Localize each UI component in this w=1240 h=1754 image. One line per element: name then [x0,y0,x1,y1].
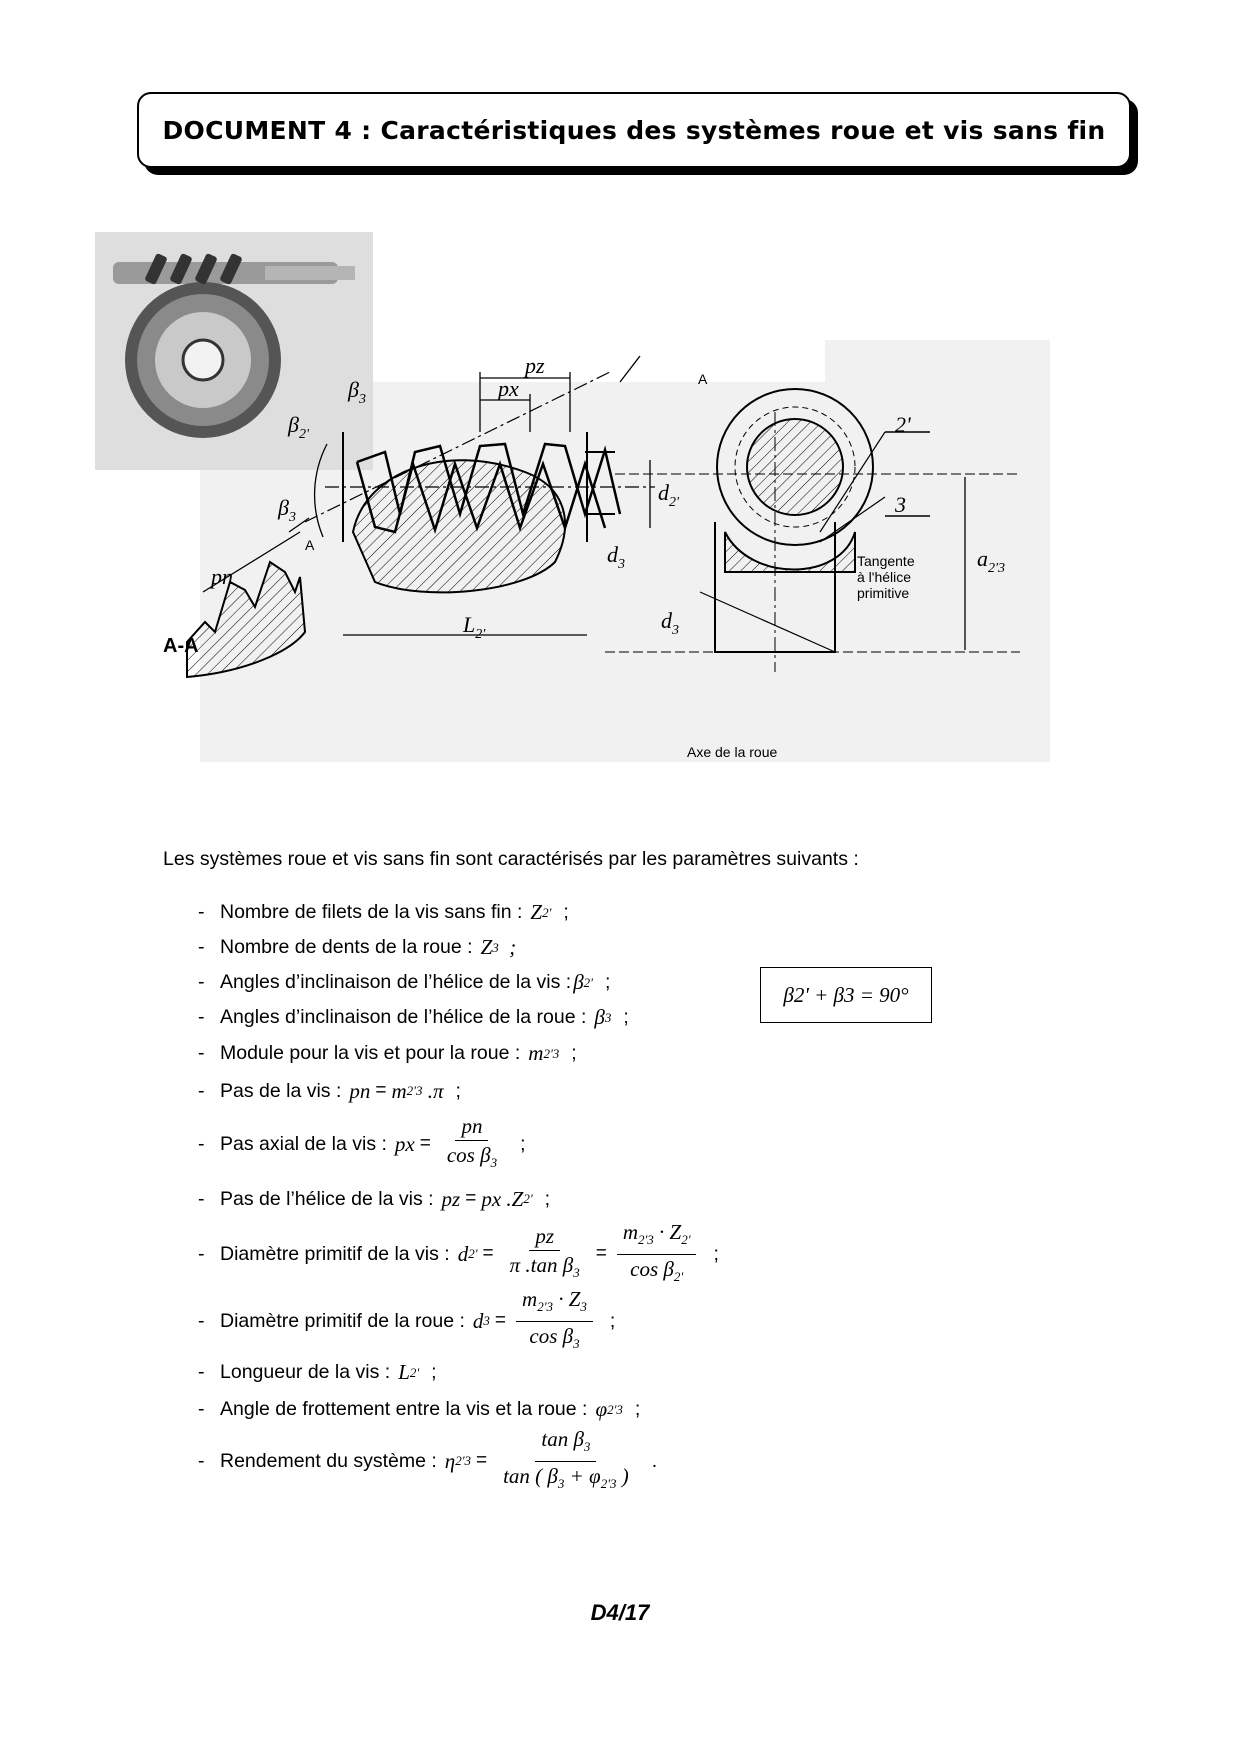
page-number: D4/17 [590,1600,650,1625]
list-item: - Longueur de la vis : L 2' ; [198,1360,437,1384]
label-beta2: $\beta_{2'}$ [288,412,309,442]
tangent-line-2: à l'hélice [857,569,912,585]
list-item: - Module pour la vis et pour la roue : m 2'3 ; [198,1041,577,1065]
list-item: - Nombre de filets de la vis sans fin : Z 2' ; [198,900,569,924]
worm-gear-drawing [95,232,1095,772]
label-pn: pn [211,564,233,589]
list-item: - Angles d’inclinaison de l’hélice de la vis : β 2' ; [198,970,611,994]
label-mark-3: 3 [895,492,906,517]
list-item: - Pas axial de la vis : px = $\frac{pn}{\cos \beta_3}$ ; [198,1113,526,1170]
list-item: - Diamètre primitif de la roue : d 3 = $\frac{m_{2'3} \cdot Z_3}{\cos \beta_3}$ ; [198,1286,616,1351]
parameter-list [198,895,719,1494]
list-item: - Nombre de dents de la roue : Z 3 ; [198,935,517,959]
list-item: - Diamètre primitif de la vis : d 2' = $\frac{pz}{\pi .\tan \beta_3}$ = $\frac{m_{2'3} \cdot Z_{2'}}{\cos \beta_{2'}}$ ; [198,1219,719,1284]
angle-relation: β2' + β3 = 90° [783,982,909,1007]
list-item: - Pas de l’hélice de la vis : pz = px .Z 2' ; [198,1186,551,1211]
label-px: px [498,376,519,401]
label-axe-roue: Axe de la roue [687,744,778,760]
label-A-bottom: A [305,537,315,553]
label-beta3-top: $\beta_3$ [348,377,366,407]
list-item: - Angle de frottement entre la vis et la roue : φ 2'3 ; [198,1397,641,1421]
document-title-box [137,92,1131,168]
worm-gear-photo [95,232,373,470]
label-A-top: A [698,371,708,387]
label-L2: $L_{2'}$ [463,612,486,642]
document-title: DOCUMENT 4 : Caractéristiques des systèmes roue et vis sans fin [162,115,1106,145]
label-d3-top: $d_3$ [607,542,625,572]
tangent-line-3: primitive [857,585,910,601]
label-d2: $d_{2'}$ [658,480,679,510]
list-item: - Rendement du système : η 2'3 = $\frac{\tan \beta_3}{\tan ( \beta_3 + \varphi_{2'3} )}$ . [198,1426,658,1491]
label-a23: $a_{2'3}$ [977,546,1005,576]
label-beta3-bottom: $\beta_3$ [278,495,296,525]
angle-relation-box [760,967,932,1023]
label-d3-bottom: $d_3$ [661,608,679,638]
tangent-line-1: Tangente [857,553,915,569]
intro-text: Les systèmes roue et vis sans fin sont caractérisés par les paramètres suivants : [163,848,859,870]
list-item: - Angles d’inclinaison de l’hélice de la roue : β 3 ; [198,1005,629,1029]
section-label: A-A [163,635,199,657]
label-mark-2: 2' [895,412,911,437]
label-pz: pz [525,353,545,378]
list-item: - Pas de la vis : pn = m 2'3 .π ; [198,1078,461,1103]
